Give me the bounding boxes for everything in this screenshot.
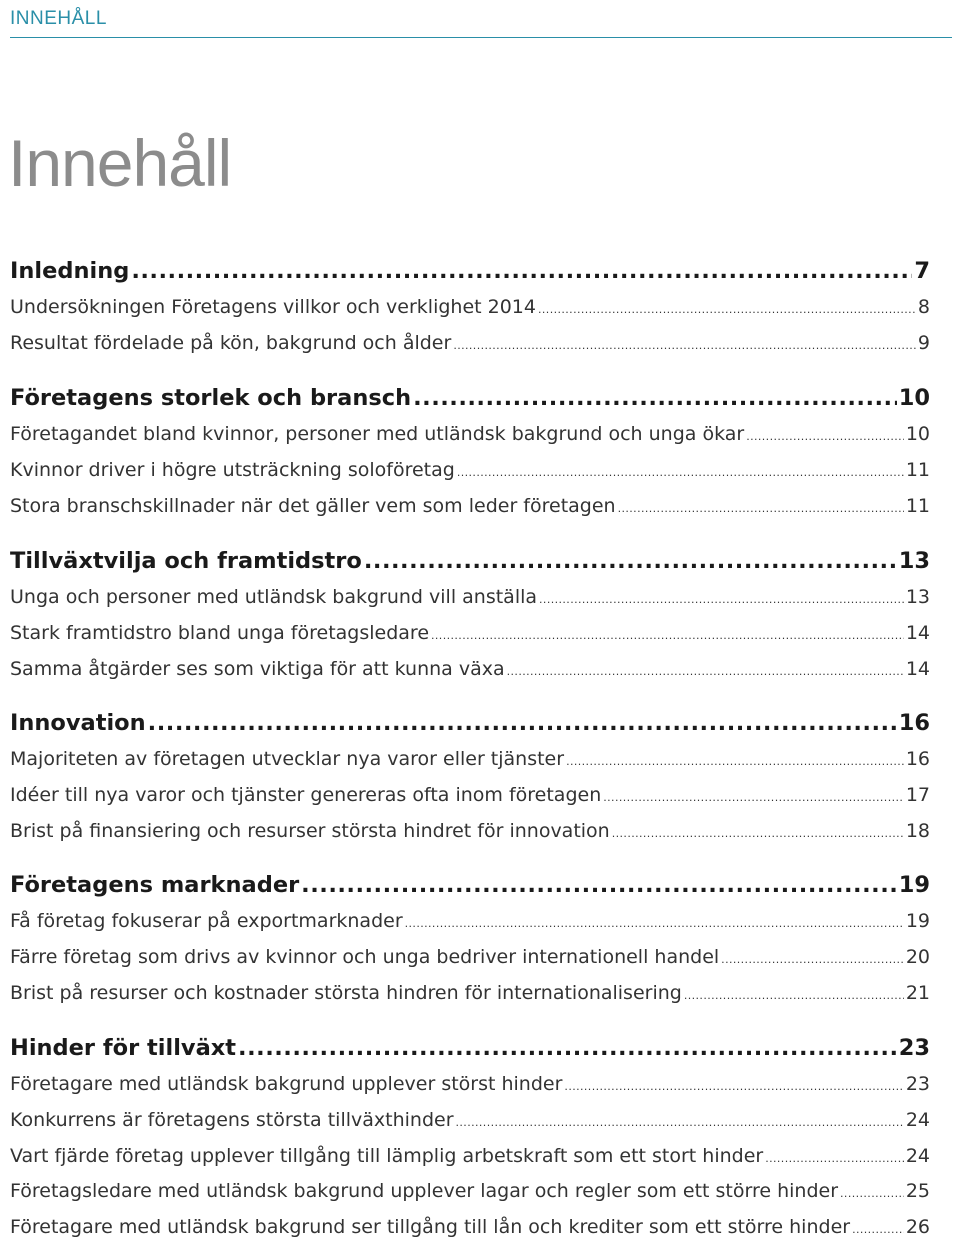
toc-section-title: Undersökningen Företagens villkor och verklighet 2014	[10, 296, 536, 318]
toc-section-title: Konkurrens är företagens största tillväxthinder	[10, 1108, 454, 1131]
toc-section-entry[interactable]	[10, 1109, 930, 1131]
page-title: Innehåll	[8, 126, 232, 200]
toc-section-entry[interactable]	[10, 910, 930, 932]
toc-chapter-entry[interactable]	[10, 548, 930, 574]
toc-section-entry[interactable]	[10, 820, 930, 842]
toc-section-entry[interactable]	[10, 332, 930, 354]
toc-page-number: 16	[898, 710, 930, 736]
toc-section-entry[interactable]	[10, 784, 930, 806]
toc-leader-dots	[765, 1152, 904, 1165]
toc-leader-dots	[364, 548, 897, 574]
toc-page-number: 18	[905, 819, 930, 842]
toc-leader-dots	[564, 1080, 903, 1093]
toc-section-entry[interactable]	[10, 1145, 930, 1167]
toc-section-entry[interactable]	[10, 586, 930, 608]
toc-chapter-entry[interactable]	[10, 1035, 930, 1061]
toc-section-title: Idéer till nya varor och tjänster genereras ofta inom företagen	[10, 783, 602, 806]
toc-leader-dots	[746, 430, 904, 443]
toc-section-title: Majoriteten av företagen utvecklar nya varor eller tjänster	[10, 748, 565, 770]
toc-page-number: 10	[905, 423, 930, 445]
toc-section-title: Få företag fokuserar på exportmarknader	[10, 910, 403, 932]
toc-section-title: Unga och personer med utländsk bakgrund vill anställa	[10, 586, 538, 608]
toc-leader-dots	[840, 1187, 904, 1200]
toc-section-entry[interactable]	[10, 748, 930, 770]
toc-leader-dots	[684, 989, 904, 1002]
toc-leader-dots	[457, 466, 904, 479]
toc-leader-dots	[721, 953, 904, 966]
toc-chapter-title: Företagens marknader	[10, 872, 300, 898]
toc-page-number: 14	[905, 621, 930, 644]
toc-chapter-entry[interactable]	[10, 385, 930, 411]
toc-page-number: 21	[905, 981, 930, 1004]
toc-chapter-title: Företagens storlek och bransch	[10, 385, 412, 411]
toc-page-number: 17	[905, 783, 930, 806]
toc-chapter-title: Innovation	[10, 710, 146, 736]
toc-page-number: 13	[905, 586, 930, 608]
toc-leader-dots	[301, 872, 897, 898]
toc-leader-dots	[405, 917, 904, 930]
toc-leader-dots	[413, 385, 897, 411]
toc-page-number: 7	[914, 258, 930, 284]
toc-page-number: 24	[905, 1144, 930, 1167]
toc-page-number: 23	[905, 1073, 930, 1095]
toc-page-number: 14	[905, 657, 930, 680]
header-divider	[10, 37, 952, 38]
toc-page-number: 23	[898, 1035, 930, 1061]
toc-leader-dots	[852, 1223, 904, 1236]
toc-chapter-entry[interactable]	[10, 872, 930, 898]
toc-chapter-title: Inledning	[10, 258, 130, 284]
toc-section-entry[interactable]	[10, 982, 930, 1004]
toc-section-entry[interactable]	[10, 495, 930, 517]
toc-section-title: Samma åtgärder ses som viktiga för att kunna växa	[10, 657, 505, 680]
toc-page-number: 11	[905, 494, 930, 517]
toc-chapter-entry[interactable]	[10, 258, 930, 284]
toc-page-number: 19	[898, 872, 930, 898]
toc-leader-dots	[603, 791, 904, 804]
toc-page-number: 26	[905, 1216, 930, 1239]
toc-section-title: Brist på resurser och kostnader största hindren för internationalisering	[10, 981, 682, 1004]
toc-page-number: 16	[905, 748, 930, 770]
toc-page-number: 25	[905, 1180, 930, 1203]
toc-leader-dots	[539, 593, 904, 606]
toc-section-title: Företagsledare med utländsk bakgrund upplever lagar och regler som ett större hinder	[10, 1180, 839, 1203]
toc-section-title: Brist på finansiering och resurser största hindret för innovation	[10, 819, 610, 842]
toc-section-title: Vart fjärde företag upplever tillgång till lämplig arbetskraft som ett stort hinder	[10, 1144, 764, 1167]
toc-section-title: Företagare med utländsk bakgrund upplever störst hinder	[10, 1073, 563, 1095]
toc-leader-dots	[453, 339, 916, 352]
toc-section-entry[interactable]	[10, 658, 930, 680]
toc-section-entry[interactable]	[10, 1180, 930, 1202]
toc-section-entry[interactable]	[10, 459, 930, 481]
toc-page-number: 10	[898, 385, 930, 411]
toc-section-title: Stora branschskillnader när det gäller vem som leder företagen	[10, 494, 616, 517]
toc-leader-dots	[566, 755, 904, 768]
toc-section-title: Resultat fördelade på kön, bakgrund och ålder	[10, 331, 452, 354]
section-header-label: INNEHÅLL	[10, 8, 107, 29]
toc-section-title: Färre företag som drivs av kvinnor och unga bedriver internationell handel	[10, 945, 720, 968]
toc-leader-dots	[148, 710, 897, 736]
toc-section-entry[interactable]	[10, 622, 930, 644]
toc-chapter-title: Hinder för tillväxt	[10, 1035, 237, 1061]
toc-page-number: 20	[905, 945, 930, 968]
toc-chapter-title: Tillväxtvilja och framtidstro	[10, 548, 362, 574]
toc-leader-dots	[538, 303, 916, 316]
toc-section-entry[interactable]	[10, 1216, 930, 1238]
toc-leader-dots	[238, 1035, 897, 1061]
toc-page-number: 11	[905, 458, 930, 481]
toc-section-entry[interactable]	[10, 1073, 930, 1095]
toc-page-number: 19	[905, 910, 930, 932]
toc-chapter-entry[interactable]	[10, 710, 930, 736]
toc-page-number: 9	[917, 331, 930, 354]
toc-section-title: Stark framtidstro bland unga företagsledare	[10, 621, 430, 644]
toc-section-title: Kvinnor driver i högre utsträckning soloföretag	[10, 458, 455, 481]
toc-leader-dots	[618, 502, 904, 515]
toc-page-number: 13	[898, 548, 930, 574]
toc-leader-dots	[612, 827, 904, 840]
toc-section-title: Företagandet bland kvinnor, personer med utländsk bakgrund och unga ökar	[10, 423, 745, 445]
toc-page-number: 24	[905, 1108, 930, 1131]
toc-leader-dots	[431, 629, 904, 642]
toc-leader-dots	[507, 665, 904, 678]
toc-leader-dots	[131, 258, 912, 284]
toc-section-title: Företagare med utländsk bakgrund ser tillgång till lån och krediter som ett större hinder	[10, 1216, 851, 1239]
toc-section-entry[interactable]	[10, 296, 930, 318]
toc-page-number: 8	[917, 296, 930, 318]
toc-section-entry[interactable]	[10, 946, 930, 968]
toc-leader-dots	[456, 1116, 904, 1129]
toc-section-entry[interactable]	[10, 423, 930, 445]
